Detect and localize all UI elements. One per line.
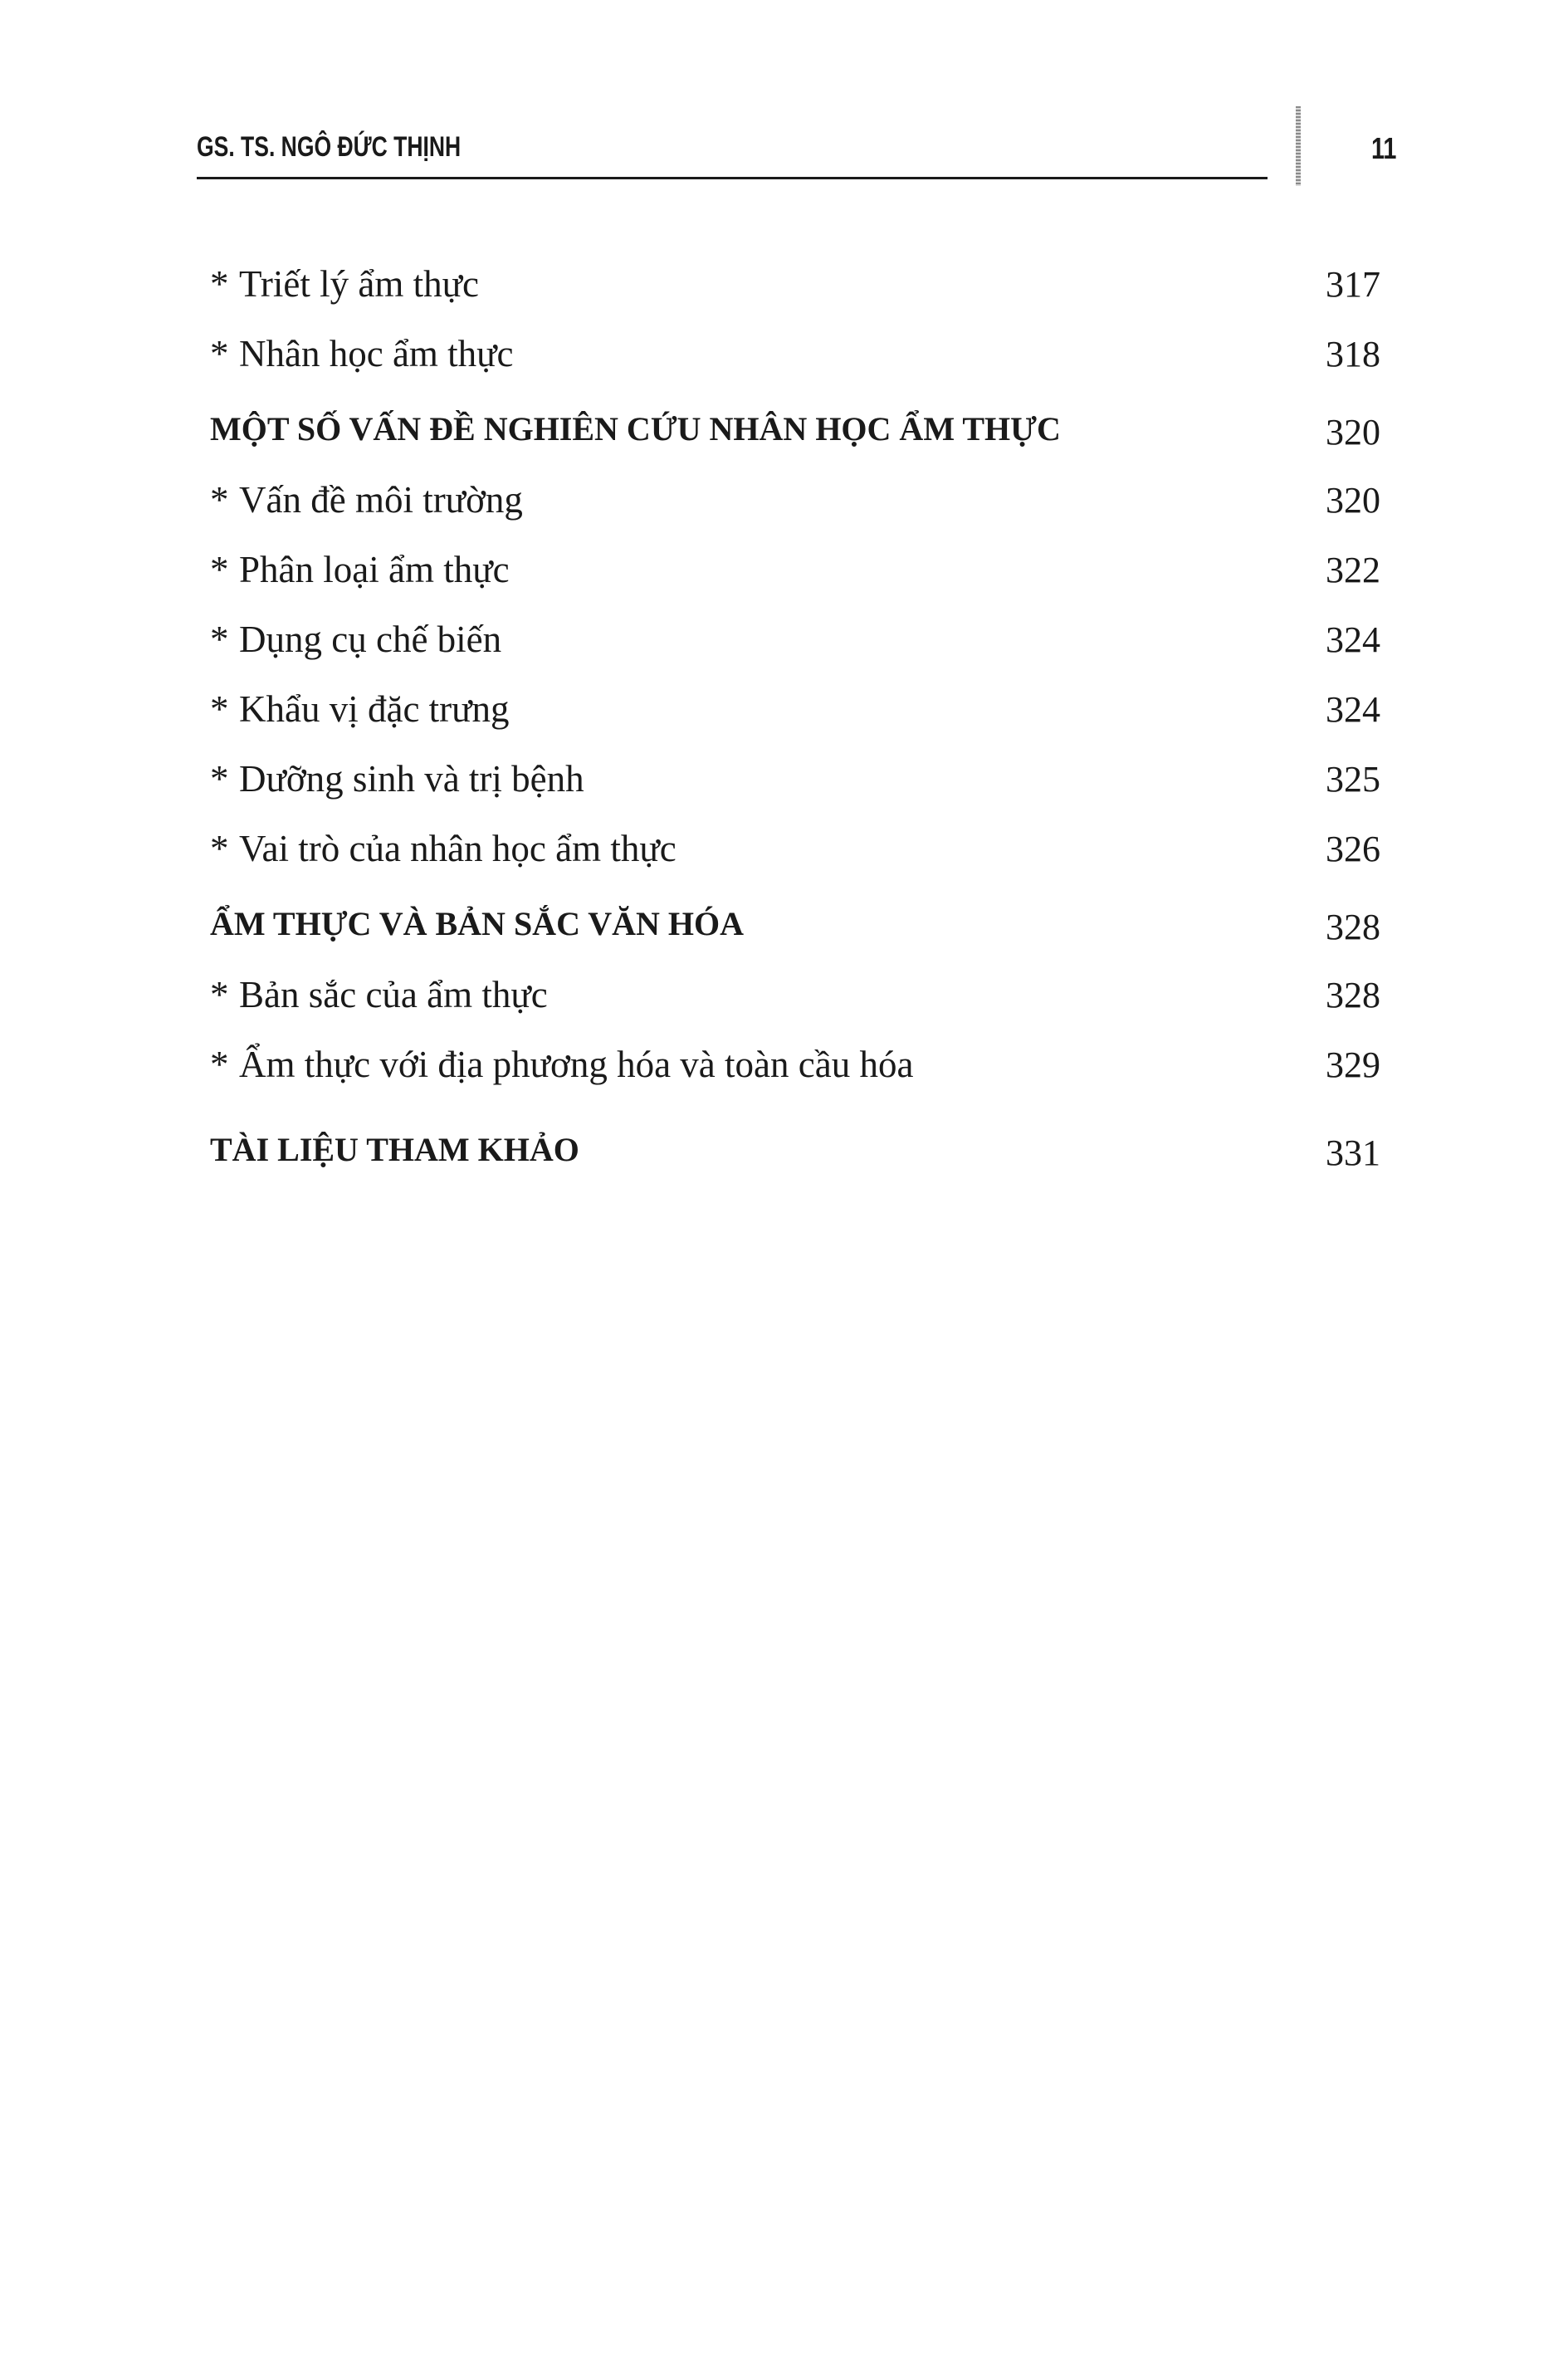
toc-entry-title: Khẩu vị đặc trưng <box>239 688 510 730</box>
toc-bullet: * <box>210 758 229 800</box>
toc-bullet: * <box>210 619 229 660</box>
toc-entry[interactable] <box>210 960 1380 1030</box>
toc-entry-page: 324 <box>1326 689 1380 730</box>
toc-entry-title: Nhân học ẩm thực <box>239 333 514 374</box>
toc-entry-title: Ẩm thực với địa phương hóa và toàn cầu hóa <box>239 1044 914 1085</box>
toc-entry-page: 320 <box>1326 480 1380 521</box>
toc-section[interactable] <box>210 1099 1380 1186</box>
toc-section-page: 328 <box>1326 907 1380 947</box>
toc-section[interactable] <box>210 883 1380 960</box>
toc-section-title: MỘT SỐ VẤN ĐỀ NGHIÊN CỨU NHÂN HỌC ẨM THỰC <box>210 410 1061 448</box>
toc-entry[interactable] <box>210 674 1380 744</box>
header-divider <box>1296 106 1301 186</box>
toc-section[interactable] <box>210 389 1380 465</box>
toc-entry-title: Bản sắc của ẩm thực <box>239 974 548 1015</box>
toc-bullet: * <box>210 333 229 374</box>
toc-entry[interactable] <box>210 1030 1380 1099</box>
toc-section-title: TÀI LIỆU THAM KHẢO <box>210 1131 579 1168</box>
toc-entry-page: 329 <box>1326 1044 1380 1085</box>
toc-entry-title: Dụng cụ chế biến <box>239 619 502 660</box>
toc-bullet: * <box>210 263 229 305</box>
toc-section-title: ẨM THỰC VÀ BẢN SẮC VĂN HÓA <box>210 905 745 942</box>
toc-entry[interactable] <box>210 604 1380 674</box>
toc-entry[interactable] <box>210 465 1380 535</box>
toc-entry-title: Dưỡng sinh và trị bệnh <box>239 758 584 800</box>
toc-bullet: * <box>210 688 229 730</box>
toc-entry-page: 326 <box>1326 829 1380 869</box>
toc-entry[interactable] <box>210 814 1380 883</box>
toc-entry[interactable] <box>210 249 1380 319</box>
toc-bullet: * <box>210 549 229 590</box>
toc-bullet: * <box>210 974 229 1015</box>
toc-entry-page: 324 <box>1326 619 1380 660</box>
toc-entry[interactable] <box>210 319 1380 389</box>
table-of-contents <box>210 249 1380 1186</box>
toc-entry-page: 325 <box>1326 759 1380 800</box>
toc-section-page: 320 <box>1326 412 1380 452</box>
toc-entry-title: Triết lý ẩm thực <box>239 263 479 305</box>
toc-entry-page: 328 <box>1326 975 1380 1015</box>
toc-entry-page: 317 <box>1326 264 1380 305</box>
toc-entry-title: Vai trò của nhân học ẩm thực <box>239 828 677 869</box>
toc-section-page: 331 <box>1326 1132 1380 1173</box>
toc-entry-page: 318 <box>1326 334 1380 374</box>
toc-entry[interactable] <box>210 744 1380 814</box>
toc-bullet: * <box>210 479 229 521</box>
header-rule <box>197 177 1268 179</box>
toc-entry-page: 322 <box>1326 550 1380 590</box>
toc-entry[interactable] <box>210 535 1380 604</box>
toc-entry-title: Vấn đề môi trường <box>239 479 523 521</box>
header-page-number: 11 <box>1371 131 1397 165</box>
running-header-author: GS. TS. NGÔ ĐỨC THỊNH <box>197 131 462 163</box>
toc-bullet: * <box>210 1044 229 1085</box>
toc-bullet: * <box>210 828 229 869</box>
toc-entry-title: Phân loại ẩm thực <box>239 549 510 590</box>
